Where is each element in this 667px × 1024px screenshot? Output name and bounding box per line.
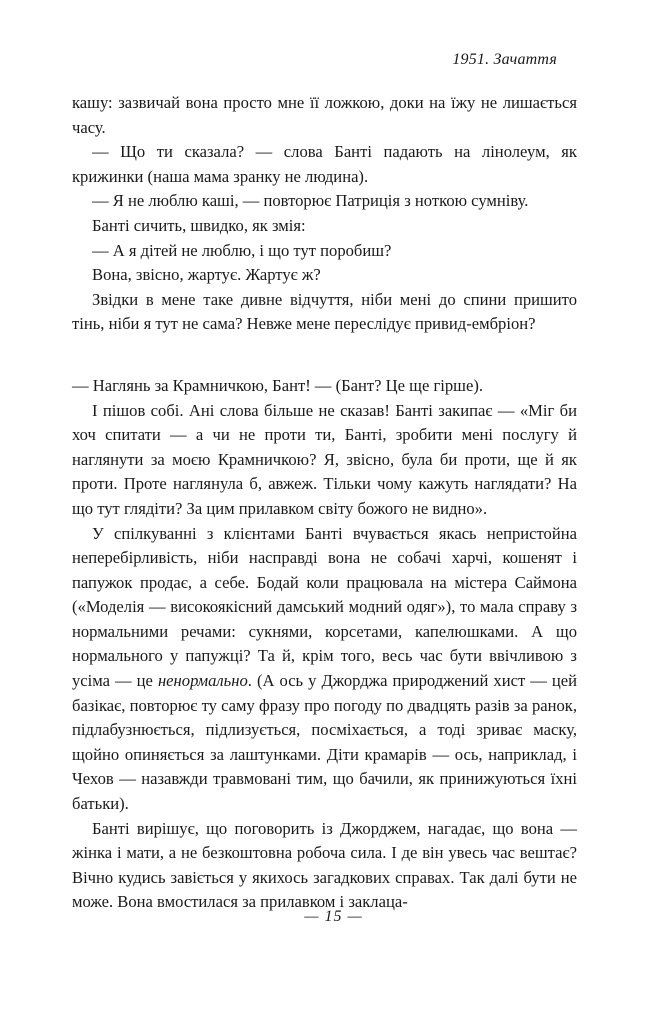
body-text (72, 91, 577, 915)
running-head: 1951. Зачаття (452, 51, 557, 68)
paragraph: Банті сичить, швидко, як змія: (92, 215, 306, 235)
paragraph (72, 522, 577, 817)
paragraph: І пішов собі. Ані слова більше не сказав! Банті закипає — «Міг би хоч спитати — а чи не проти ти, Банті, зробити мені послугу й наглянути за моєю Крамничкою? Я, звісно, була би проти, ще й як проти. Проте наглянула б, авжеж. Тільки чому кажуть наглядати? На що тут глядіти? За цим прилавком світу божого не видно». (72, 400, 577, 518)
paragraph: — А я дітей не люблю, і що тут поробиш? (92, 240, 392, 260)
paragraph: Вона, звісно, жартує. Жартує ж? (92, 265, 321, 285)
paragraph: кашу: зазвичай вона просто мне її ложкою, доки на їжу не лишається часу. (72, 93, 577, 137)
page-number: — 15 — (304, 908, 363, 925)
paragraph: — Що ти сказала? — слова Банті падають на лінолеум, як крижинки (наша мама зранку не людина). (72, 142, 577, 186)
paragraph-text: У спілкуванні з клієнтами Банті вчувається якась непристойна неперебірливість, ніби насправді вона не собачі харчі, кошенят і папужок продає, а себе. Бодай коли працювала на містера Саймона («Моделія — високоякісний дамський модний одяг»), то мала справу з нормальними речами: сукнями, корсетами, капелюшками. А що нормального у папужці? Та й, крім того, весь час бути ввічливою з усіма — це (72, 523, 577, 691)
paragraph: Звідки в мене таке дивне відчуття, ніби мені до спини пришито тінь, ніби я тут не сама? Невже мене переслідує привид-ембріон? (72, 289, 577, 334)
paragraph-text: . (А ось у Джорджа природжений хист — цей базікає, повторює ту саму фразу про погоду по двадцять разів за ранок, підлабузнюється, підлизується, посміхається, а тоді зриває маску, щойно опиняється за лаштунками. Діти крамарів — ось, наприклад, і Чехов — назавжди травмовані тим, що бачили, як принижуються їхні батьки). (72, 671, 577, 814)
paragraph: Банті вирішує, що поговорить із Джорджем, нагадає, що вона — жінка і мати, а не безкоштовна робоча сила. І де він увесь час вештає? Вічно кудись завіється у якихось загадкових справах. Так далі бути не може. Вона вмостилася за прилавком і заклаца- (72, 818, 577, 912)
emphasis: ненормально (157, 671, 248, 691)
paragraph: — Я не люблю каші, — повторює Патриція з ноткою сумніву. (92, 191, 529, 211)
paragraph: — Наглянь за Крамничкою, Бант! — (Бант? Це ще гірше). (72, 375, 484, 395)
